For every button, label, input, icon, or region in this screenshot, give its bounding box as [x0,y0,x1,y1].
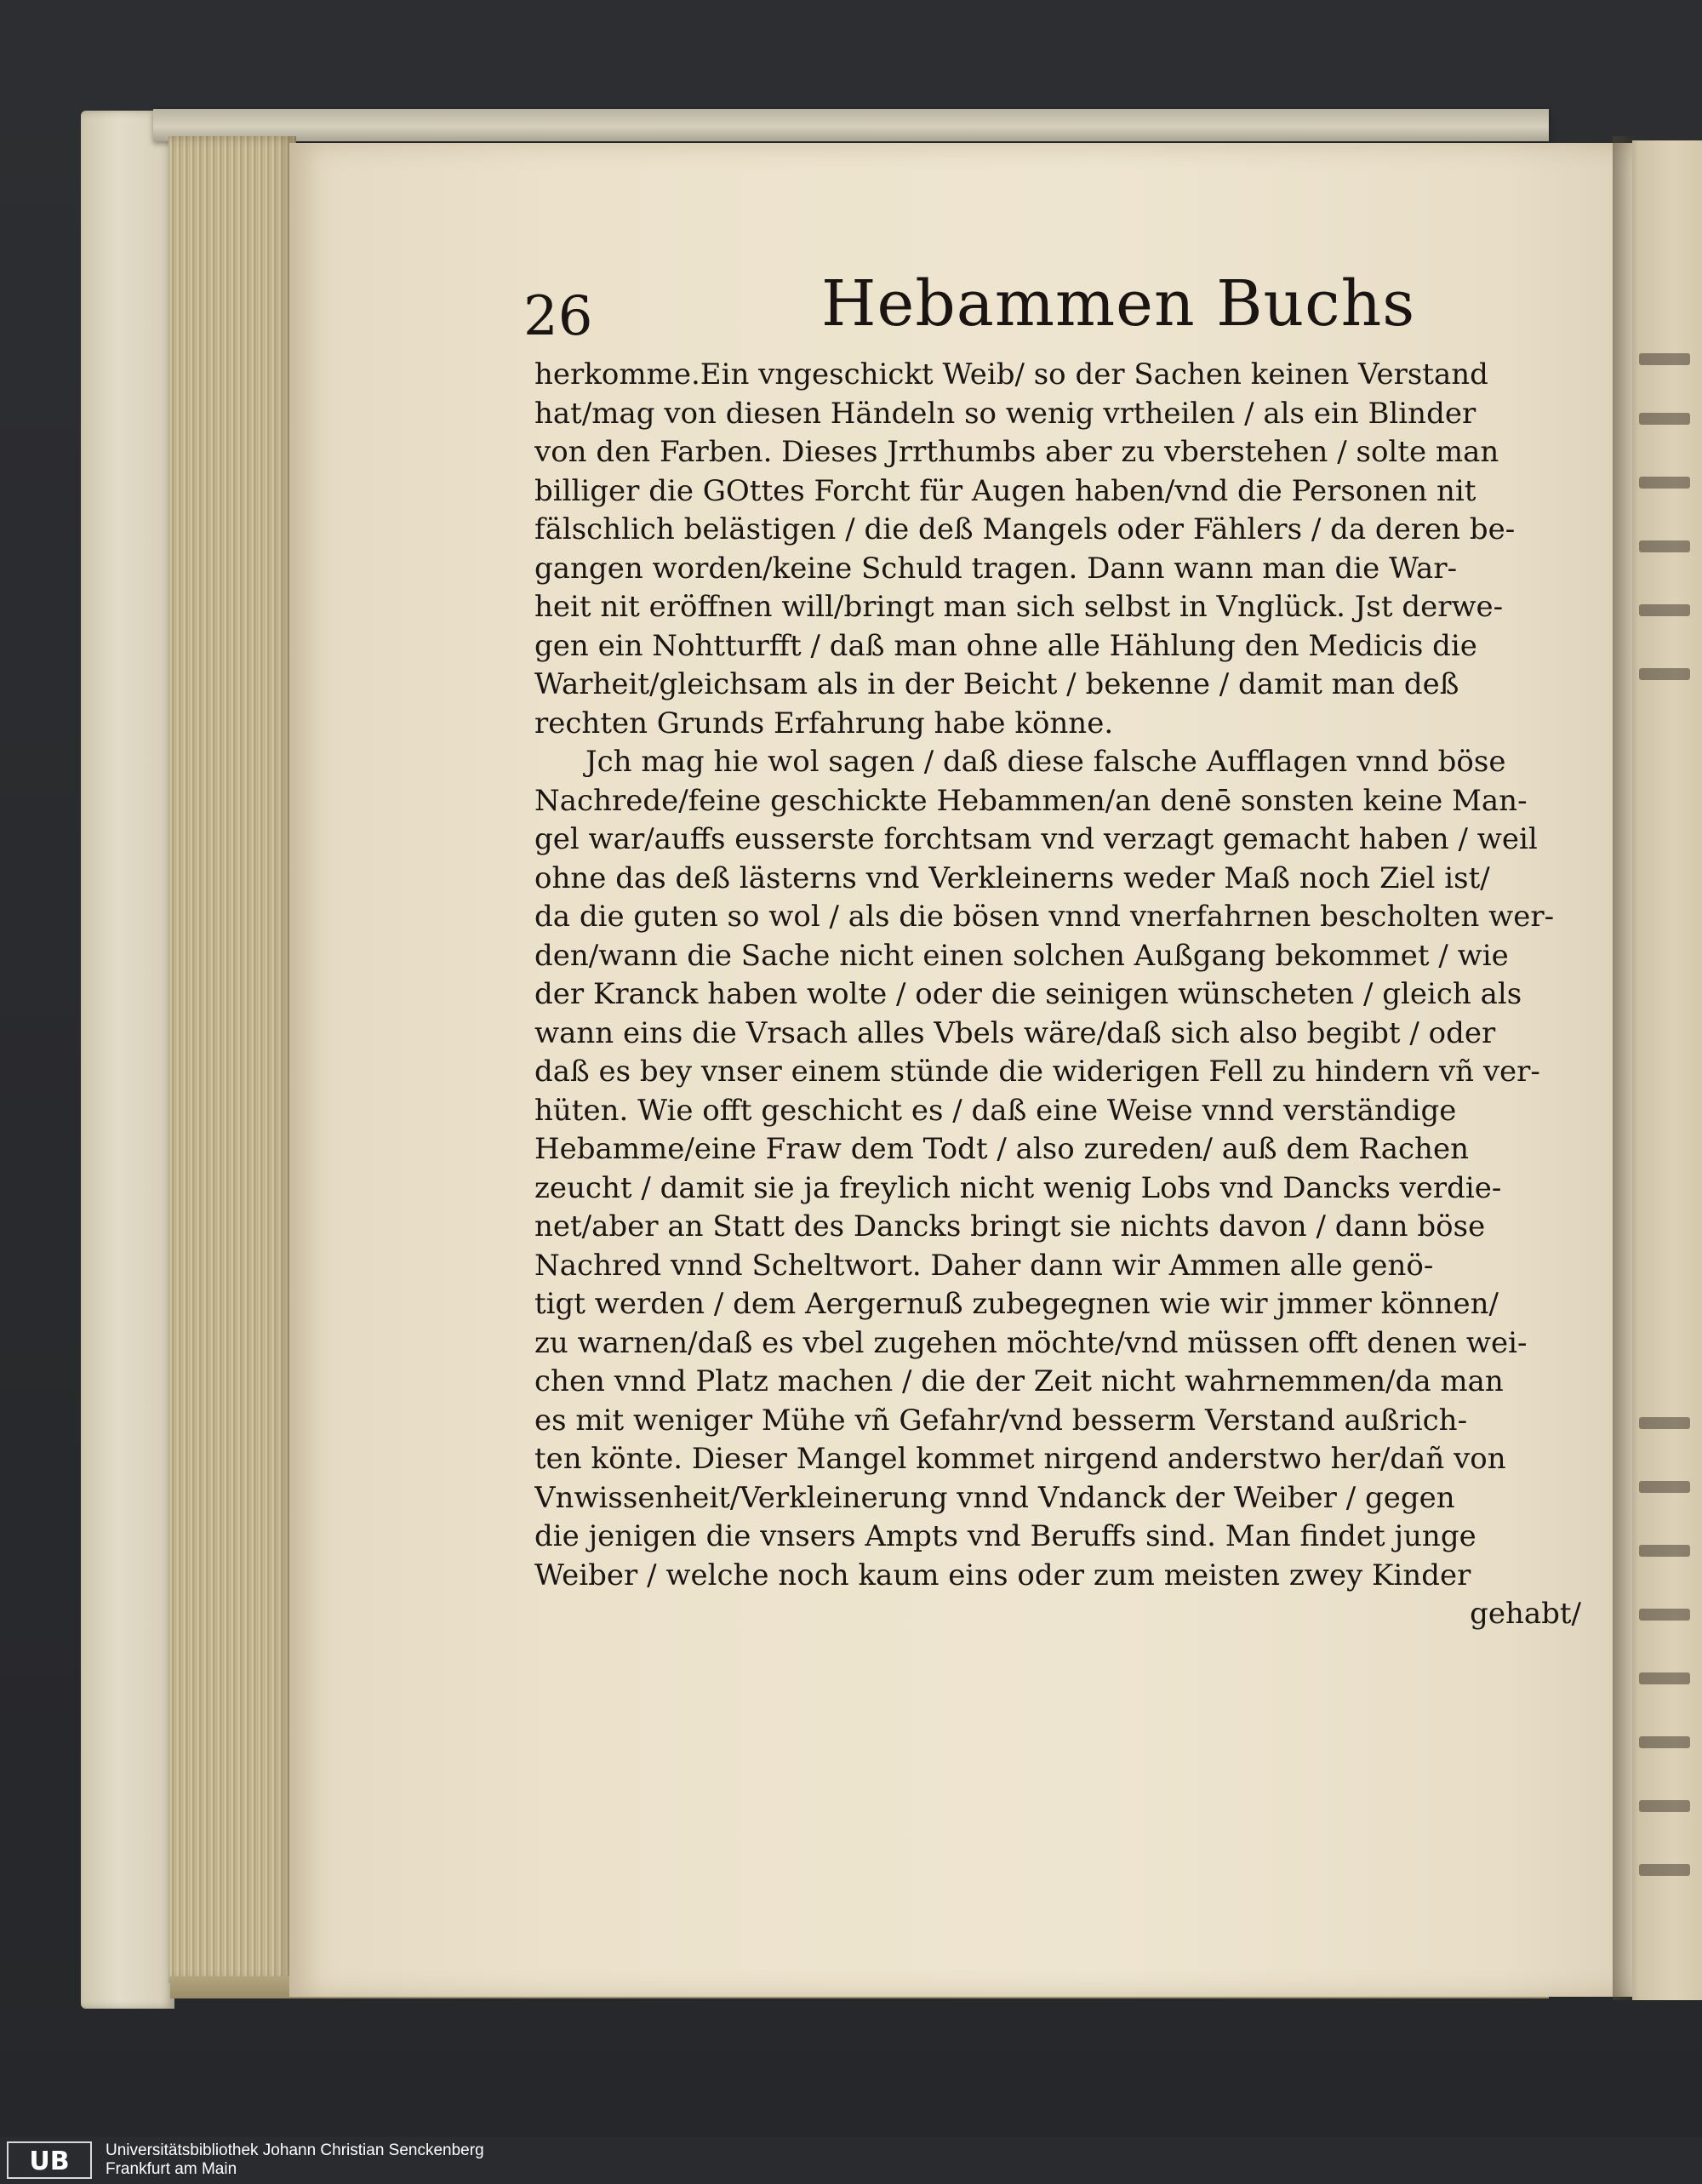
text-line: gen ein Nohtturfft / daß man ohne alle Hählung den Medicis die [534,628,1477,663]
text-line: Hebamme/eine Fraw dem Todt / also zureden/ auß dem Rachen [534,1132,1469,1166]
text-line: gel war/auffs eusserste forchtsam vnd verzagt gemacht haben / weil [534,822,1538,856]
text-line: fälschlich belästigen / die deß Mangels oder Fählers / da deren be- [534,512,1516,546]
text-line: Nachred vnnd Scheltwort. Daher dann wir Ammen alle genö- [534,1248,1434,1283]
text-line: die jenigen die vnsers Ampts vnd Beruffs sind. Man findet junge [534,1519,1476,1553]
running-head: Hebammen Buchs [821,267,1416,340]
text-line: heit nit eröffnen will/bringt man sich selbst in Vnglück. Jst derwe- [534,590,1504,624]
facing-page-sliver [1632,140,1702,2000]
text-line: Weiber / welche noch kaum eins oder zum meisten zwey Kinder [534,1558,1471,1592]
book-cover-spine [81,111,174,2009]
text-line: wann eins die Vrsach alles Vbels wäre/daß sich also begibt / oder [534,1015,1496,1050]
text-line: ten könte. Dieser Mangel kommet nirgend anderstwo her/dañ von [534,1442,1506,1476]
text-line: net/aber an Statt des Dancks bringt sie nichts davon / dann böse [534,1209,1486,1244]
text-line: den/wann die Sache nicht einen solchen Außgang bekommet / wie [534,938,1509,973]
text-line: hat/mag von diesen Händeln so wenig vrtheilen / als ein Blinder [534,396,1476,431]
body-text [534,356,1590,1634]
page-number: 26 [523,285,593,348]
library-name: Universitätsbibliothek Johann Christian Senckenberg [106,2141,484,2159]
text-line: zeucht / damit sie ja freylich nicht wenig Lobs vnd Dancks verdie- [534,1170,1502,1205]
library-logo: UB [7,2141,92,2179]
text-line: daß es bey vnser einem stünde die widerigen Fell zu hindern vñ ver- [534,1055,1540,1089]
text-line: rechten Grunds Erfahrung habe könne. [534,706,1114,740]
text-line: tigt werden / dem Aergernuß zubegegnen wie wir jmmer können/ [534,1287,1499,1321]
text-line: zu warnen/daß es vbel zugehen möchte/vnd müssen offt denen wei- [534,1325,1528,1360]
gutter-shadow [1613,136,1638,2000]
text-line: gangen worden/keine Schuld tragen. Dann wann man die War- [534,551,1458,586]
text-line: ohne das deß lästerns vnd Verkleinerns weder Maß noch Ziel ist/ [534,860,1490,895]
text-line: von den Farben. Dieses Jrrthumbs aber zu vberstehen / solte man [534,435,1499,469]
text-line: hüten. Wie offt geschicht es / daß eine Weise vnnd verständige [534,1093,1457,1128]
text-line: Nachrede/feine geschickte Hebammen/an denē sonsten keine Man- [534,783,1528,818]
text-line: chen vnnd Platz machen / die der Zeit nicht wahrnemmen/da man [534,1364,1504,1398]
text-line: Jch mag hie wol sagen / daß diese falsche Aufflagen vnnd böse [585,745,1506,779]
text-line: Warheit/gleichsam als in der Beicht / bekenne / damit man deß [534,667,1459,701]
text-line: da die guten so wol / als die bösen vnnd vnerfahrnen bescholten wer- [534,900,1555,934]
page-edges [168,136,296,1983]
text-line: Vnwissenheit/Verkleinerung vnnd Vndanck der Weiber / gegen [534,1480,1455,1515]
text-line: der Kranck haben wolte / oder die seinigen wünscheten / gleich als [534,977,1522,1011]
text-line: es mit weniger Mühe vñ Gefahr/vnd besserm Verstand außrich- [534,1403,1468,1438]
catchword: gehabt/ [1470,1597,1581,1631]
book-cover-top-edge [153,109,1549,141]
text-line: herkomme.Ein vngeschickt Weib/ so der Sachen keinen Verstand [534,357,1488,392]
text-line: billiger die GOttes Forcht für Augen haben/vnd die Personen nit [534,473,1476,508]
library-footer [0,2136,1702,2184]
library-city: Frankfurt am Main [106,2160,237,2178]
